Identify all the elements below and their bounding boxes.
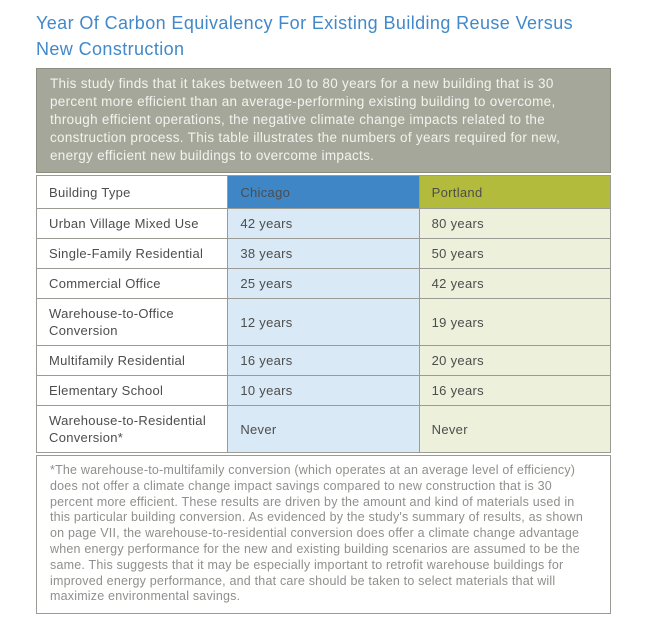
portland-value-cell: 16 years	[419, 376, 610, 406]
building-type-cell: Elementary School	[37, 376, 228, 406]
table-header-row	[37, 176, 611, 209]
chicago-value-cell: 16 years	[228, 346, 419, 376]
portland-value-cell: 19 years	[419, 299, 610, 346]
building-type-cell: Single-Family Residential	[37, 239, 228, 269]
building-type-cell: Urban Village Mixed Use	[37, 209, 228, 239]
table-row	[37, 376, 611, 406]
chicago-value-cell: 42 years	[228, 209, 419, 239]
footnote-text: *The warehouse-to-multifamily conversion (which operates at an average level of efficiency) does not offer a climate change impact savings compared to new construction that is 30 percent more efficient. These results are driven by the amount and kind of materials used in this particular building conversion. As evidenced by the study's summary of results, as shown on page VII, the warehouse-to-residential conversion does offer a climate change advantage when energy performance for the new and existing building scenarios are assumed to be the same. This suggests that it may be especially important to retrofit warehouse buildings for improved energy performance, and that care should be taken to select materials that will maximize environmental savings.	[50, 463, 584, 604]
chicago-value-cell: 12 years	[228, 299, 419, 346]
table-row	[37, 209, 611, 239]
column-header-building-type: Building Type	[37, 176, 228, 209]
chicago-value-cell: Never	[228, 406, 419, 453]
portland-value-cell: 80 years	[419, 209, 610, 239]
chicago-value-cell: 38 years	[228, 239, 419, 269]
summary-text: This study finds that it takes between 10 to 80 years for a new building that is 30 percent more efficient than an average-performing existing building to overcome, through efficient operations, the negative climate change impacts related to the construction process. This table illustrates the numbers of years required for new, energy efficient new buildings to overcome impacts.	[50, 76, 561, 163]
table-row	[37, 406, 611, 453]
page-title: Year Of Carbon Equivalency For Existing Building Reuse Versus New Construction	[36, 13, 574, 59]
building-type-cell: Commercial Office	[37, 269, 228, 299]
building-type-cell: Warehouse-to-Residential Conversion*	[37, 406, 228, 453]
column-header-chicago: Chicago	[228, 176, 419, 209]
carbon-equivalency-table	[36, 175, 611, 453]
portland-value-cell: 20 years	[419, 346, 610, 376]
table-row	[37, 346, 611, 376]
portland-value-cell: 42 years	[419, 269, 610, 299]
table-row	[37, 269, 611, 299]
building-type-cell: Multifamily Residential	[37, 346, 228, 376]
building-type-cell: Warehouse-to-Office Conversion	[37, 299, 228, 346]
chicago-value-cell: 25 years	[228, 269, 419, 299]
summary-box	[36, 68, 611, 173]
chicago-value-cell: 10 years	[228, 376, 419, 406]
portland-value-cell: 50 years	[419, 239, 610, 269]
table-row	[37, 299, 611, 346]
portland-value-cell: Never	[419, 406, 610, 453]
footnote-box	[36, 455, 611, 614]
column-header-portland: Portland	[419, 176, 610, 209]
content-column	[36, 10, 611, 614]
table-row	[37, 239, 611, 269]
